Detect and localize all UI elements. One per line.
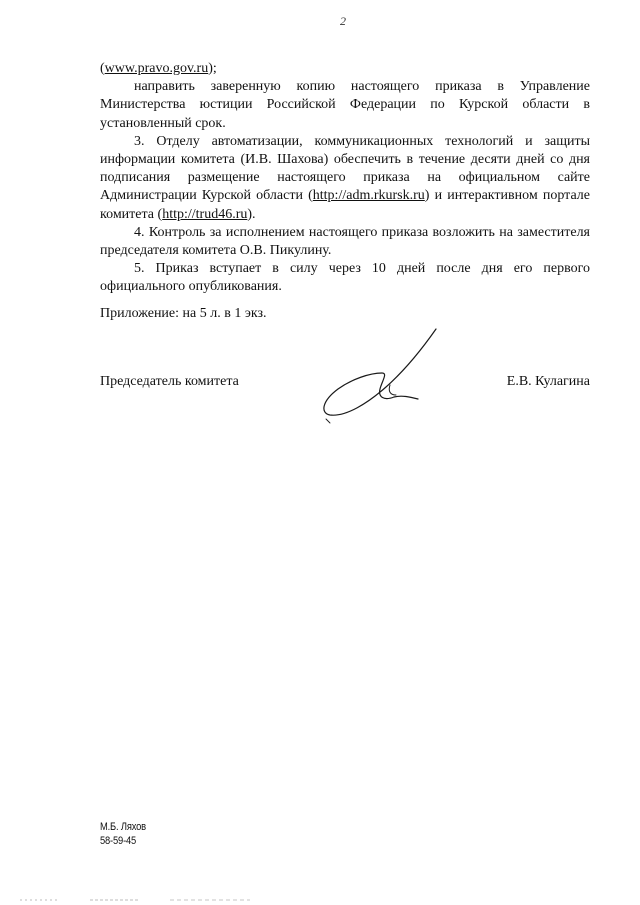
- paragraph-link-line: [100, 60, 590, 78]
- page-number: 2: [340, 14, 346, 28]
- signer-title: Председатель комитета: [100, 374, 239, 389]
- trud46-link[interactable]: http://trud46.ru: [162, 206, 248, 222]
- adm-rkursk-link[interactable]: http://adm.rkursk.ru: [312, 188, 425, 204]
- paragraph-send-copy: направить заверенную копию настоящего приказа в Управление Министерства юстиции Российской Федерации по Курской области в установленный срок.: [100, 79, 590, 131]
- paragraph-4: 4. Контроль за исполнением настоящего приказа возложить на заместителя председателя комитета О.В. Пикулину.: [100, 224, 590, 259]
- paragraph-3-text: 3. Отделу автоматизации, коммуникационных технологий и защиты информации комитета (И.В. Шахова) обеспечить в течение десяти дней со дня подписания размещение настоящего приказа на официальном сайте Администрации Курской области (: [100, 133, 590, 204]
- signer-name: Е.В. Кулагина: [506, 374, 590, 389]
- attachment-note: Приложение: на 5 л. в 1 экз.: [100, 306, 267, 321]
- paren-close: );: [208, 61, 217, 76]
- paragraph-3-end: ).: [247, 206, 256, 222]
- document-body: [100, 60, 590, 297]
- pravo-link[interactable]: www.pravo.gov.ru: [104, 61, 209, 76]
- scan-edge-marks: [20, 898, 260, 902]
- executor-phone: 58-59-45: [100, 835, 137, 847]
- paragraph-3: [100, 133, 590, 224]
- paragraph-5: 5. Приказ вступает в силу через 10 дней после дня его первого официального опубликования.: [100, 261, 590, 295]
- paragraph-3-mid: ) и интерактивном портале комитета (: [100, 188, 590, 222]
- executor-block: [100, 820, 146, 848]
- paren-open: (: [100, 61, 105, 76]
- handwritten-signature: [318, 325, 438, 425]
- executor-name: М.Б. Ляхов: [100, 821, 146, 833]
